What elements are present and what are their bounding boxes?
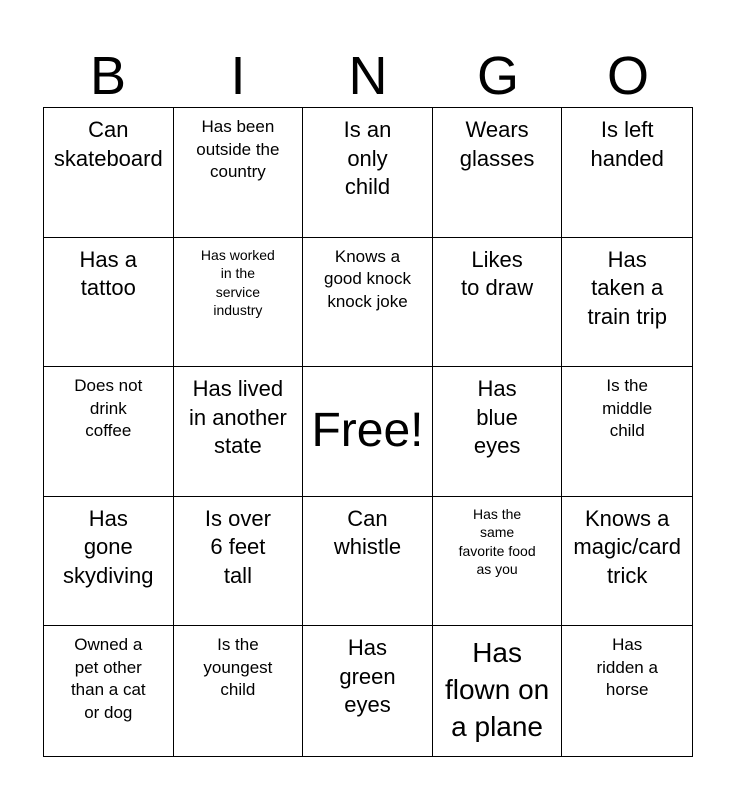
- cell-text: Owned a pet other than a cat or dog: [70, 635, 146, 722]
- bingo-cell: [174, 497, 304, 627]
- header-letter-n: N: [348, 46, 388, 106]
- cell-text: Has lived in another state: [188, 376, 287, 459]
- cell-text: Has flown on a plane: [444, 637, 550, 743]
- bingo-cell: [44, 238, 174, 368]
- bingo-cell: [174, 367, 304, 497]
- bingo-cell: [174, 108, 304, 238]
- bingo-cell: [44, 367, 174, 497]
- cell-text: Can whistle: [333, 505, 402, 560]
- header-letter-b: B: [89, 46, 127, 106]
- bingo-cell: [303, 108, 433, 238]
- cell-text: Has taken a train trip: [587, 246, 667, 329]
- bingo-cell: [562, 238, 692, 368]
- cell-text: Knows a good knock knock joke: [324, 246, 411, 311]
- bingo-cell: [44, 497, 174, 627]
- header-letter-g: G: [476, 46, 519, 106]
- bingo-cell: [44, 626, 174, 756]
- cell-text: Has a tattoo: [79, 246, 138, 301]
- bingo-cell: [303, 497, 433, 627]
- cell-text: Does not drink coffee: [74, 376, 143, 441]
- cell-text: Has been outside the country: [196, 117, 280, 181]
- bingo-cell: [303, 626, 433, 756]
- cell-text: Has worked in the service industry: [200, 246, 275, 319]
- free-space-text: Free!: [311, 404, 424, 458]
- cell-text: Is the middle child: [602, 376, 653, 441]
- bingo-cell: [433, 367, 563, 497]
- free-space-cell: [303, 367, 433, 497]
- cell-text: Is left handed: [590, 117, 664, 171]
- header-letter-i: I: [230, 46, 246, 106]
- cell-text: Has the same favorite food as you: [458, 505, 536, 578]
- bingo-cell: [562, 367, 692, 497]
- bingo-cell: [303, 238, 433, 368]
- cell-text: Has ridden a horse: [596, 635, 658, 700]
- cell-text: Has gone skydiving: [63, 505, 154, 588]
- cell-text: Is an only child: [343, 117, 392, 199]
- bingo-cell: [174, 238, 304, 368]
- bingo-cell: [433, 108, 563, 238]
- bingo-cell: [174, 626, 304, 756]
- cell-text: Knows a magic/card trick: [573, 505, 681, 588]
- cell-text: Likes to draw: [461, 246, 534, 301]
- bingo-cell: [433, 626, 563, 756]
- cell-text: Wears glasses: [459, 117, 535, 171]
- cell-text: Has blue eyes: [473, 376, 521, 459]
- bingo-grid: [43, 107, 693, 757]
- bingo-cell: [433, 238, 563, 368]
- bingo-cell: [562, 108, 692, 238]
- cell-text: Is over 6 feet tall: [204, 505, 271, 588]
- bingo-cell: [44, 108, 174, 238]
- cell-text: Can skateboard: [53, 117, 163, 171]
- cell-text: Is the youngest child: [203, 635, 273, 700]
- header-letter-o: O: [606, 46, 649, 106]
- bingo-cell: [433, 497, 563, 627]
- bingo-cell: [562, 497, 692, 627]
- cell-text: Has green eyes: [339, 635, 396, 718]
- bingo-cell: [562, 626, 692, 756]
- bingo-header: [43, 44, 693, 108]
